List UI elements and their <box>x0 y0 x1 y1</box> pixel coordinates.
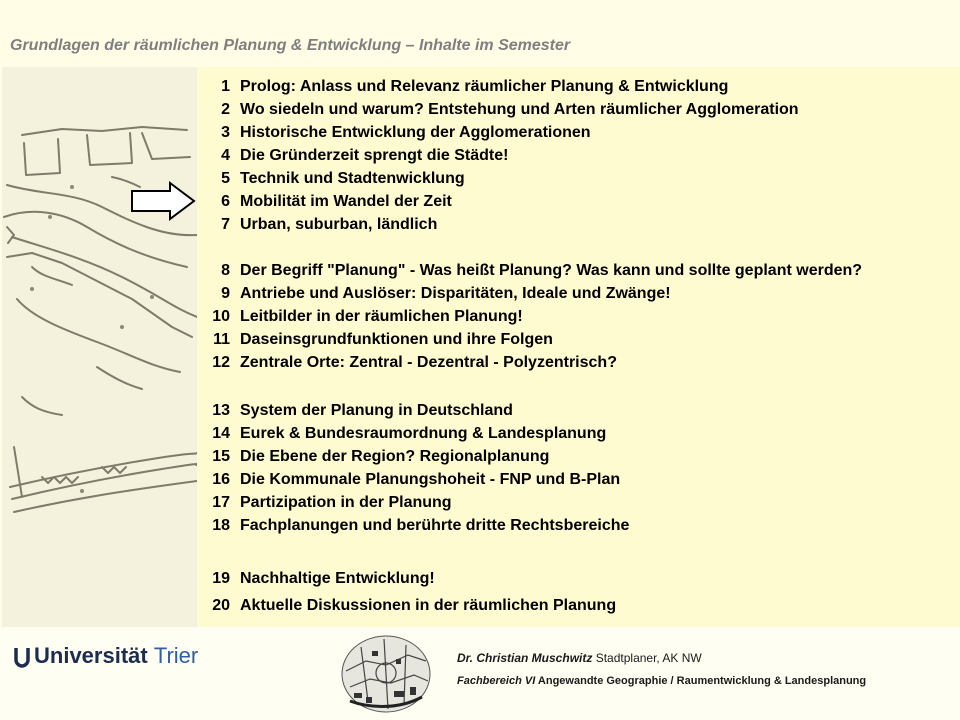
topic-number: 18 <box>212 517 230 534</box>
topic-number: 1 <box>221 78 230 95</box>
topic-title: Die Gründerzeit sprengt die Städte! <box>240 147 509 164</box>
topic-item <box>198 75 728 98</box>
topic-item <box>198 514 629 537</box>
topic-title: Die Kommunale Planungshoheit - FNP und B-Plan <box>240 471 621 488</box>
topic-item <box>198 213 437 236</box>
topic-item <box>198 491 452 514</box>
topic-item <box>198 399 513 422</box>
topic-item <box>198 121 591 144</box>
topic-item <box>198 445 549 468</box>
department-line <box>457 675 866 687</box>
author-name: Dr. Christian Muschwitz <box>457 651 593 665</box>
university-name <box>34 643 198 669</box>
topic-number: 10 <box>212 308 230 325</box>
slide-title: Grundlagen der räumlichen Planung & Entwicklung – Inhalte im Semester <box>10 37 571 54</box>
topic-title: Leitbilder in der räumlichen Planung! <box>240 308 523 325</box>
topic-title: Prolog: Anlass und Relevanz räumlicher Planung & Entwicklung <box>240 78 729 95</box>
footer <box>0 627 960 720</box>
topic-number: 20 <box>212 597 230 614</box>
topic-item <box>198 190 452 213</box>
topic-title: System der Planung in Deutschland <box>240 402 513 419</box>
topic-number: 11 <box>213 331 230 348</box>
topic-title: Partizipation in der Planung <box>240 494 452 511</box>
topic-number: 17 <box>212 494 230 511</box>
topic-title: Zentrale Orte: Zentral - Dezentral - Polyzentrisch? <box>240 354 617 371</box>
right-arrow-icon <box>130 181 196 221</box>
topic-number: 9 <box>221 285 230 302</box>
topic-title: Antriebe und Auslöser: Disparitäten, Ideale und Zwänge! <box>240 285 671 302</box>
topic-title: Wo siedeln und warum? Entstehung und Arten räumlicher Agglomeration <box>240 101 799 118</box>
university-name-main: Universität <box>34 643 148 668</box>
topic-number: 16 <box>212 471 230 488</box>
university-name-city: Trier <box>153 643 199 668</box>
topic-number: 2 <box>221 101 230 118</box>
topic-item <box>198 422 606 445</box>
topic-number: 4 <box>221 147 230 164</box>
topic-item <box>198 167 465 190</box>
topic-number: 14 <box>212 425 230 442</box>
topic-title: Der Begriff "Planung" - Was heißt Planung? Was kann und sollte geplant werden? <box>240 262 863 279</box>
topic-title: Historische Entwicklung der Agglomerationen <box>240 124 591 141</box>
topic-title: Aktuelle Diskussionen in der räumlichen Planung <box>240 597 617 614</box>
topic-title: Technik und Stadtenwicklung <box>240 170 465 187</box>
sketch-drawing <box>2 67 197 627</box>
topic-number: 12 <box>212 354 230 371</box>
topic-item <box>198 98 799 121</box>
topic-title: Nachhaltige Entwicklung! <box>240 570 435 587</box>
topic-number: 5 <box>221 170 230 187</box>
topic-item <box>198 468 620 491</box>
university-logo-icon <box>14 646 30 668</box>
topic-title: Daseinsgrundfunktionen und ihre Folgen <box>240 331 553 348</box>
department-description: Angewandte Geographie / Raumentwicklung & Landesplanung <box>537 675 867 687</box>
city-map-icon <box>336 631 436 717</box>
topic-title: Urban, suburban, ländlich <box>240 216 438 233</box>
content-panel <box>2 67 960 627</box>
author-role: Stadtplaner, AK NW <box>595 651 702 665</box>
topic-item <box>198 144 508 167</box>
department-name: Fachbereich VI <box>457 675 536 687</box>
topic-item <box>198 305 523 328</box>
topic-item <box>198 594 616 617</box>
topic-number: 8 <box>221 262 230 279</box>
topic-item <box>198 282 671 305</box>
topic-number: 19 <box>212 570 230 587</box>
topic-item <box>198 259 862 282</box>
topic-number: 3 <box>221 124 230 141</box>
topic-number: 13 <box>212 402 230 419</box>
topic-number: 6 <box>221 193 230 210</box>
author-line <box>457 651 702 665</box>
topic-item <box>198 567 435 590</box>
topic-number: 7 <box>221 216 230 233</box>
topic-title: Mobilität im Wandel der Zeit <box>240 193 452 210</box>
topic-title: Fachplanungen und berührte dritte Rechtsbereiche <box>240 517 630 534</box>
topic-title: Die Ebene der Region? Regionalplanung <box>240 448 550 465</box>
topic-number: 15 <box>212 448 230 465</box>
topic-item <box>198 328 553 351</box>
topic-title: Eurek & Bundesraumordnung & Landesplanung <box>240 425 607 442</box>
topic-item <box>198 351 617 374</box>
